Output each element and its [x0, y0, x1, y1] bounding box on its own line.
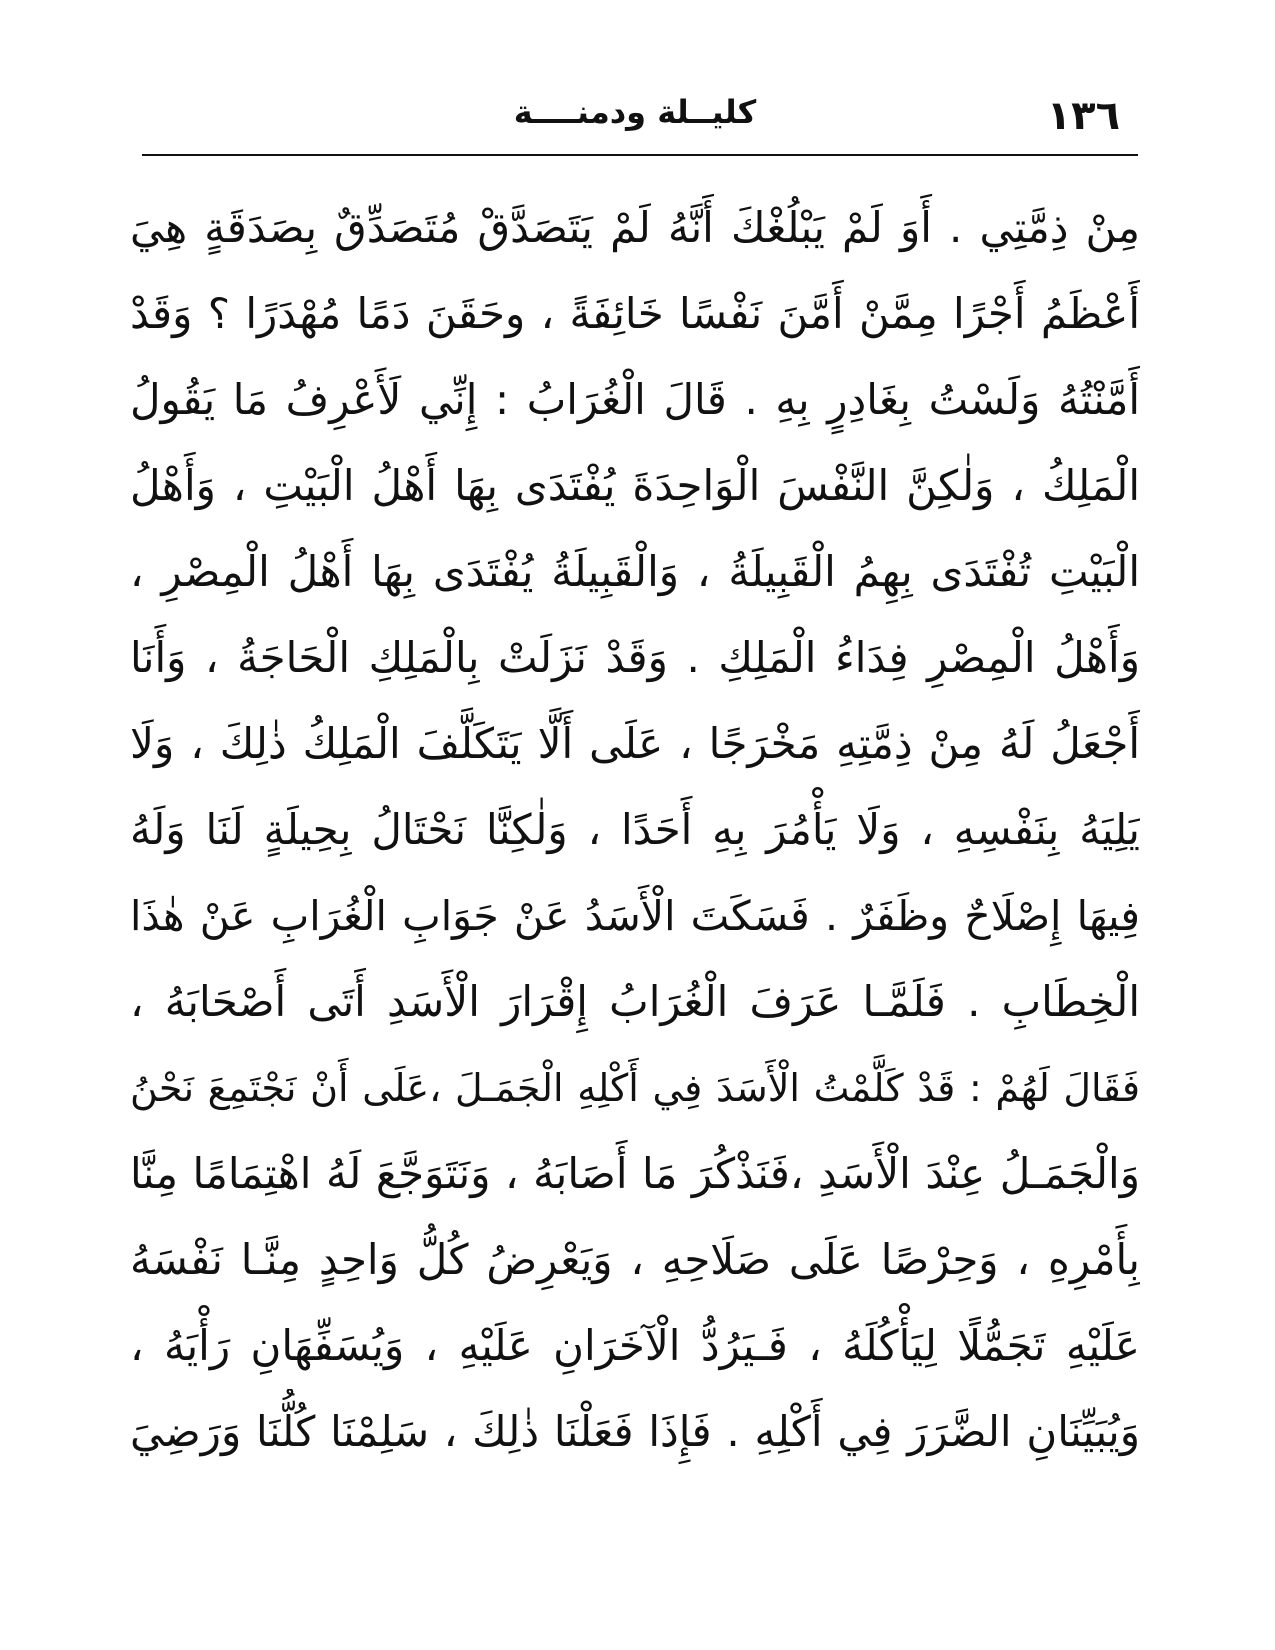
text-line: فَقَالَ لَهُمْ : قَدْ كَلَّمْتُ الْأَسَدَ فِي أَكْلِهِ الْجَمَـلَ ،عَلَى أَنْ نَجْتَمِعَ نَحْنُ [130, 1066, 1140, 1110]
text-line: وَالْجَمَـلُ عِنْدَ الْأَسَدِ ،فَنَذْكُرَ مَا أَصَابَهُ ، وَنَتَوَجَّعَ لَهُ اهْتِمَامًا مِنَّا [130, 1149, 1140, 1198]
text-line: عَلَيْهِ تَجَمُّلًا لِيَأْكُلَهُ ، فَـيَرُدُّ الْآخَرَانِ عَلَيْهِ ، وَيُسَفِّهَانِ رَأْيَهُ ، [130, 1321, 1140, 1370]
text-line: الْمَلِكُ ، وَلٰكِنَّ النَّفْسَ الْوَاحِدَةَ يُفْتَدَى بِهَا أَهْلُ الْبَيْتِ ، وَأَهْلُ [130, 461, 1140, 510]
page-header [140, 85, 1130, 155]
text-line: وَأَهْلُ الْمِصْرِ فِدَاءُ الْمَلِكِ . وَقَدْ نَزَلَتْ بِالْمَلِكِ الْحَاجَةُ ، وَأَنَا [130, 633, 1140, 682]
text-line: أَعْظَمُ أَجْرًا مِمَّنْ أَمَّنَ نَفْسًا خَائِفَةً ، وحَقَنَ دَمًا مُهْدَرًا ؟ وَقَدْ [130, 289, 1140, 338]
running-title: كليــلة ودمنــــة [513, 93, 757, 131]
text-line: وَيُبَيِّنَانِ الضَّرَرَ فِي أَكْلِهِ . فَإِذَا فَعَلْنَا ذٰلِكَ ، سَلِمْنَا كُلُّنَا وَرَضِيَ [130, 1407, 1140, 1456]
header-rule [142, 154, 1138, 156]
text-line: أَمَّنْتُهُ وَلَسْتُ بِغَادِرٍ بِهِ . قَالَ الْغُرَابُ : إِنِّي لَأَعْرِفُ مَا يَقُولُ [130, 375, 1140, 424]
page-number: ١٣٦ [1046, 93, 1120, 139]
text-line: يَلِيَهُ بِنَفْسِهِ ، وَلَا يَأْمُرَ بِهِ أَحَدًا ، وَلٰكِنَّا نَحْتَالُ بِحِيلَةٍ لَنَا وَلَهُ [130, 805, 1140, 854]
text-line: بِأَمْرِهِ ، وَحِرْصًا عَلَى صَلَاحِهِ ، وَيَعْرِضُ كُلُّ وَاحِدٍ مِنَّـا نَفْسَهُ [130, 1235, 1140, 1284]
text-line: فِيهَا إِصْلَاحٌ وظَفَرٌ . فَسَكَتَ الْأَسَدُ عَنْ جَوَابِ الْغُرَابِ عَنْ هٰذَا [130, 892, 1140, 940]
text-line: الْخِطَابِ . فَلَمَّـا عَرَفَ الْغُرَابُ إِقْرَارَ الْأَسَدِ أَتَى أَصْحَابَهُ ، [130, 977, 1140, 1026]
text-line: مِنْ ذِمَّتِي . أَوَ لَمْ يَبْلُغْكَ أَنَّهُ لَمْ يَتَصَدَّقْ مُتَصَدِّقٌ بِصَدَقَةٍ هِيَ [130, 203, 1140, 252]
text-line: أَجْعَلُ لَهُ مِنْ ذِمَّتِهِ مَخْرَجًا ، عَلَى أَلَّا يَتَكَلَّفَ الْمَلِكُ ذٰلِكَ ، وَلَا [130, 719, 1140, 768]
body-text [130, 185, 1140, 1475]
text-line: الْبَيْتِ تُفْتَدَى بِهِمُ الْقَبِيلَةُ ، وَالْقَبِيلَةُ يُفْتَدَى بِهَا أَهْلُ الْمِصْرِ ، [130, 547, 1140, 596]
